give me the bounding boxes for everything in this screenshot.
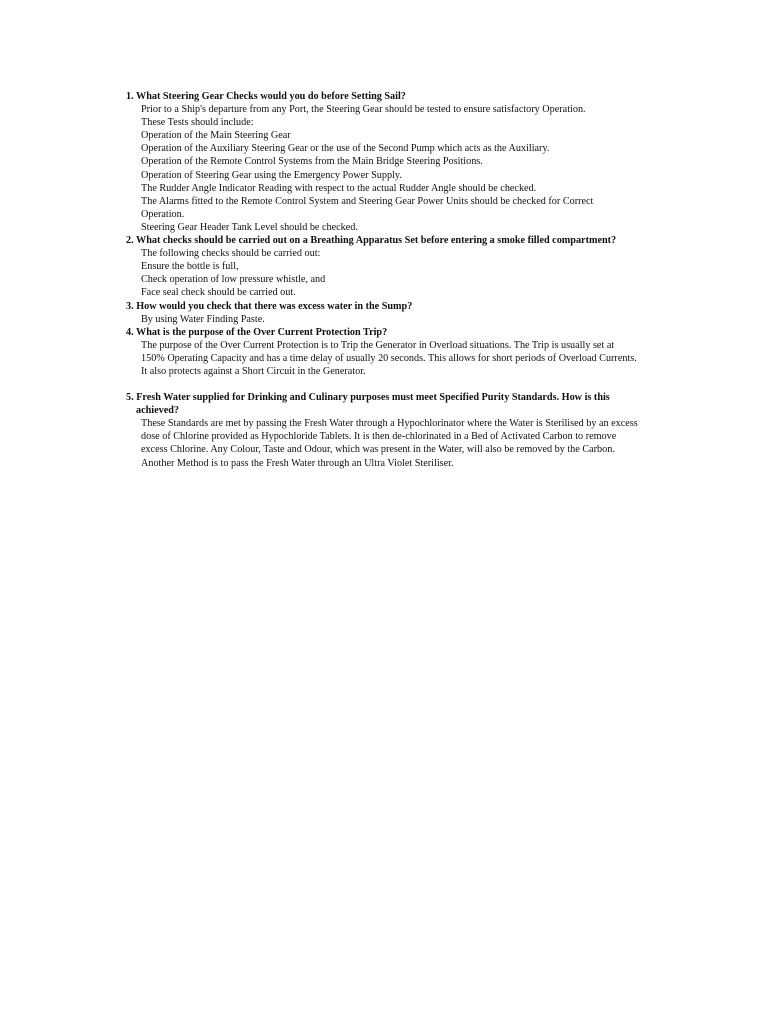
answer-text	[126, 313, 638, 326]
question-1	[126, 90, 638, 234]
question-2	[126, 234, 638, 299]
answer-text	[126, 339, 638, 378]
answer-line: By using Water Finding Paste.	[141, 313, 265, 325]
answer-line: The Alarms fitted to the Remote Control System and Steering Gear Power Units should be checked for Correct Operation.	[141, 195, 594, 220]
question-heading: 2. What checks should be carried out on a Breathing Apparatus Set before entering a smoke filled compartment?	[126, 235, 617, 247]
answer-line: Operation of the Main Steering Gear	[141, 130, 291, 142]
answer-line: Operation of the Remote Control Systems from the Main Bridge Steering Positions.	[141, 156, 483, 168]
answer-text	[126, 103, 638, 234]
paragraph-gap	[126, 378, 638, 391]
answer-line: Prior to a Ship's departure from any Port, the Steering Gear should be tested to ensure satisfactory Operation.	[141, 104, 586, 116]
answer-line: Face seal check should be carried out.	[141, 287, 296, 299]
answer-line: Check operation of low pressure whistle, and	[141, 274, 326, 286]
question-heading: 5. Fresh Water supplied for Drinking and Culinary purposes must meet Specified Purity Standards. How is this achieved?	[126, 392, 610, 417]
answer-line: Steering Gear Header Tank Level should be checked.	[141, 221, 358, 233]
answer-line: Operation of Steering Gear using the Emergency Power Supply.	[141, 169, 402, 181]
question-heading: 3. How would you check that there was excess water in the Sump?	[126, 300, 413, 312]
question-heading: 4. What is the purpose of the Over Current Protection Trip?	[126, 326, 388, 338]
question-4	[126, 326, 638, 378]
answer-line: These Standards are met by passing the Fresh Water through a Hypochlorinator where the Water is Sterilised by an excess dose of Chlorine provided as Hypochloride Tablets. It is then de-chlorinated in a Bed of Activated Carbon to remove excess Chlorine. Any Colour, Taste and Odour, which was present in the Water, will also be removed by the Carbon.	[141, 418, 638, 456]
answer-line: Another Method is to pass the Fresh Water through an Ultra Violet Steriliser.	[141, 457, 454, 469]
document-page	[126, 90, 638, 470]
answer-line: Ensure the bottle is full,	[141, 261, 239, 273]
question-3	[126, 300, 638, 326]
answer-line: Operation of the Auxiliary Steering Gear or the use of the Second Pump which acts as the Auxiliary.	[141, 143, 550, 155]
question-5	[126, 391, 638, 470]
answer-text	[126, 417, 638, 469]
answer-line: These Tests should include:	[141, 117, 254, 129]
answer-text	[126, 247, 638, 299]
answer-line: The Rudder Angle Indicator Reading with respect to the actual Rudder Angle should be checked.	[141, 182, 537, 194]
answer-line: The purpose of the Over Current Protection is to Trip the Generator in Overload situations. The Trip is usually set at 150% Operating Capacity and has a time delay of usually 20 seconds. This allows for short periods of Overload Currents. It also protects against a Short Circuit in the Generator.	[141, 339, 637, 377]
answer-line: The following checks should be carried out:	[141, 248, 321, 260]
question-heading: 1. What Steering Gear Checks would you do before Setting Sail?	[126, 91, 406, 102]
